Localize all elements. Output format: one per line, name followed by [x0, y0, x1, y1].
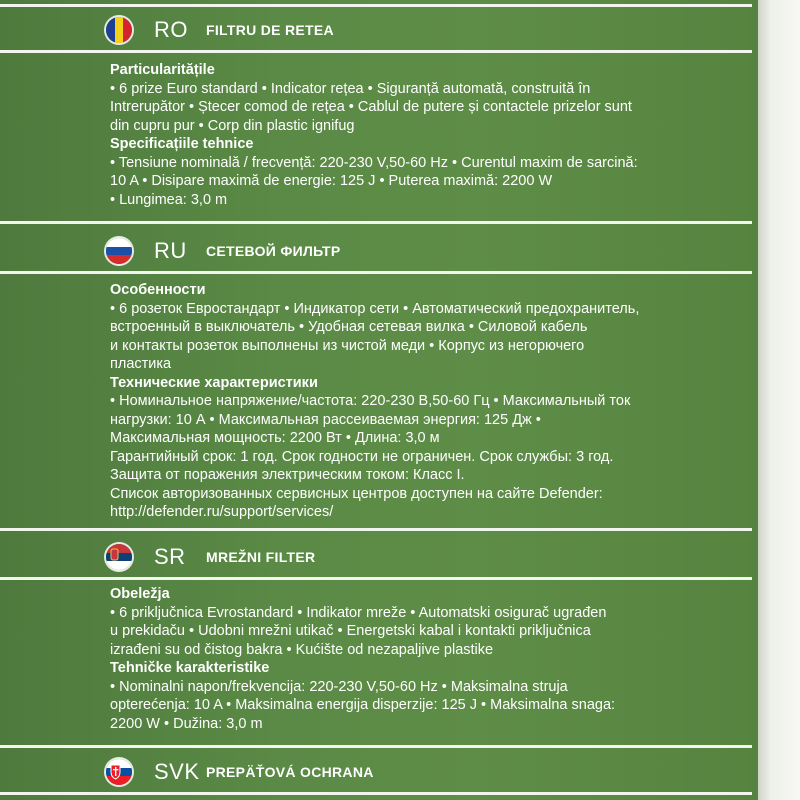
divider-line [0, 745, 752, 748]
section-body-ru [110, 281, 710, 522]
section-title: PREPÄŤOVÁ OCHRANA [206, 764, 374, 780]
body-line: http://defender.ru/support/services/ [110, 504, 334, 520]
body-line: Obeležja [110, 586, 170, 602]
body-line: • 6 prize Euro standard • Indicator rețea • Siguranță automată, construită în [110, 80, 591, 97]
body-line: Технические характеристики [110, 374, 318, 391]
slovakia-flag-icon [106, 759, 132, 785]
body-line: Гарантийный срок: 1 год. Срок годности не ограничен. Срок службы: 3 год. [110, 448, 614, 465]
body-line: Specificațiile tehnice [110, 136, 254, 152]
section-title: СЕТЕВОЙ ФИЛЬТР [206, 243, 341, 259]
body-line: Particularitățile [110, 62, 215, 78]
body-line: Intrerupător • Ștecer comod de rețea • Cablul de putere și contactele prizelor sunt [110, 99, 632, 115]
body-line: opterećenja: 10 A • Maksimalna energija disperzije: 125 J • Maksimalna snaga: [110, 697, 616, 713]
divider-line [0, 221, 752, 224]
body-line: Защита от поражения электрическим током: Класс I. [110, 467, 465, 483]
body-line: izrađeni su od čistog bakra • Kućište od nezapaljive plastike [110, 641, 494, 658]
body-line: • Tensiune nominală / frecvență: 220-230 V,50-60 Hz • Curentul maxim de sarcină: [110, 154, 638, 171]
divider-line [0, 528, 752, 531]
section-header-sr [106, 541, 315, 573]
divider-line [0, 50, 752, 53]
body-line: Список авторизованных сервисных центров доступен на сайте Defender: [110, 485, 603, 502]
section-body-ro [110, 61, 710, 209]
section-header-svk [106, 756, 374, 788]
divider-line [0, 4, 752, 7]
divider-line [0, 792, 752, 795]
serbia-flag-icon [106, 544, 132, 570]
language-code: SVK [154, 759, 200, 784]
language-code: RO [154, 17, 188, 42]
section-header-ru [106, 235, 341, 267]
language-code: RU [154, 238, 187, 263]
body-line: Максимальная мощность: 2200 Вт • Длина: 3,0 м [110, 430, 440, 446]
body-line: • Nominalni napon/frekvencija: 220-230 V,50-60 Hz • Maksimalna struja [110, 678, 568, 695]
body-line: Tehničke karakteristike [110, 660, 270, 676]
divider-line [0, 271, 752, 274]
body-line: нагрузки: 10 А • Максимальная рассеиваемая энергия: 125 Дж • [110, 411, 541, 428]
body-line: пластика [110, 356, 172, 372]
romania-flag-icon [106, 17, 132, 43]
body-line: 2200 W • Dužina: 3,0 m [110, 715, 263, 732]
language-code: SR [154, 544, 186, 569]
body-line: 10 A • Disipare maximă de energie: 125 J • Puterea maximă: 2200 W [110, 173, 553, 189]
body-line: встроенный в выключатель • Удобная сетевая вилка • Силовой кабель [110, 319, 588, 335]
body-line: Особенности [110, 282, 206, 298]
body-line: u prekidaču • Udobni mrežni utikač • Energetski kabal i kontakti priključnica [110, 623, 591, 639]
section-title: MREŽNI FILTER [206, 549, 316, 565]
body-line: • 6 розеток Евростандарт • Индикатор сети • Автоматический предохранитель, [110, 300, 640, 317]
package-edge [758, 0, 800, 800]
body-line: • 6 priključnica Evrostandard • Indikator mreže • Automatski osigurač ugrađen [110, 604, 607, 621]
body-line: • Номинальное напряжение/частота: 220-230 В,50-60 Гц • Максимальный ток [110, 393, 631, 409]
body-line: din cupru pur • Corp din plastic ignifug [110, 117, 355, 134]
section-body-sr [110, 585, 710, 733]
body-line: и контакты розеток выполнены из чистой меди • Корпус из негорючего [110, 337, 585, 354]
section-header-ro [106, 14, 334, 46]
divider-line [0, 577, 752, 580]
section-title: FILTRU DE RETEA [206, 22, 334, 38]
russia-flag-icon [106, 238, 132, 264]
body-line: • Lungimea: 3,0 m [110, 191, 228, 208]
